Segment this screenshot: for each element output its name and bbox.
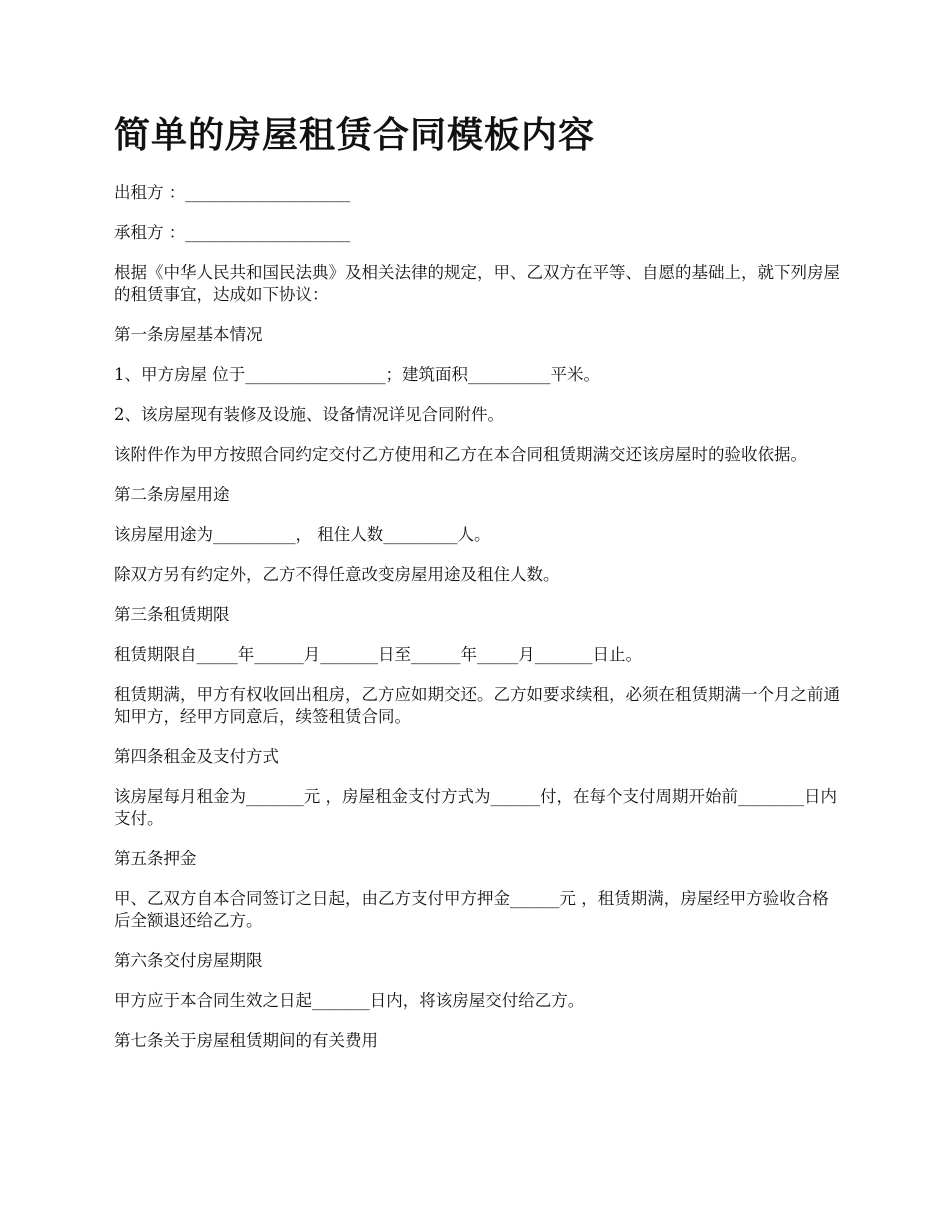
preamble-paragraph: 根据《中华人民共和国民法典》及相关法律的规定，甲、乙双方在平等、自愿的基础上，就下列房屋的租赁事宜，达成如下协议： <box>114 263 840 304</box>
document-title: 简单的房屋租赁合同模板内容 <box>114 115 596 156</box>
article-3-term: 租赁期限自_____年______月_______日至______年_____月_______日止。 <box>114 645 642 664</box>
article-6-delivery: 甲方应于本合同生效之日起_______日内，将该房屋交付给乙方。 <box>114 991 585 1010</box>
article-3-renewal: 租赁期满，甲方有权收回出租房，乙方应如期交还。乙方如要求续租，必须在租赁期满一个月之前通知甲方，经甲方同意后，续签租赁合同。 <box>114 685 840 726</box>
article-1-note: 该附件作为甲方按照合同约定交付乙方使用和乙方在本合同租赁期满交还该房屋时的验收依据。 <box>114 445 807 464</box>
article-7-heading: 第七条关于房屋租赁期间的有关费用 <box>114 1031 378 1050</box>
article-2-restriction: 除双方另有约定外，乙方不得任意改变房屋用途及租住人数。 <box>114 565 560 584</box>
article-1-item-1: 1、甲方房屋 位于_________________；建筑面积__________平米。 <box>114 365 600 384</box>
article-5-heading: 第五条押金 <box>114 849 197 868</box>
lessor-line: 出租方 ：____________________ <box>114 183 351 202</box>
article-1-heading: 第一条房屋基本情况 <box>114 325 263 344</box>
article-5-deposit: 甲、乙双方自本合同签订之日起，由乙方支付甲方押金______元 ，租赁期满，房屋经甲方验收合格后全额退还给乙方。 <box>114 889 829 930</box>
article-2-usage: 该房屋用途为__________， 租住人数_________人。 <box>114 525 491 544</box>
article-4-heading: 第四条租金及支付方式 <box>114 747 279 766</box>
article-2-heading: 第二条房屋用途 <box>114 485 230 504</box>
lessee-line: 承租方 ：____________________ <box>114 223 351 242</box>
document-page <box>114 108 844 1070</box>
article-1-item-2: 2、该房屋现有装修及设施、设备情况详见合同附件。 <box>114 405 504 424</box>
article-3-heading: 第三条租赁期限 <box>114 605 230 624</box>
article-4-rent: 该房屋每月租金为_______元 ，房屋租金支付方式为______付，在每个支付周期开始前________日内支付。 <box>114 787 837 828</box>
article-6-heading: 第六条交付房屋期限 <box>114 951 263 970</box>
